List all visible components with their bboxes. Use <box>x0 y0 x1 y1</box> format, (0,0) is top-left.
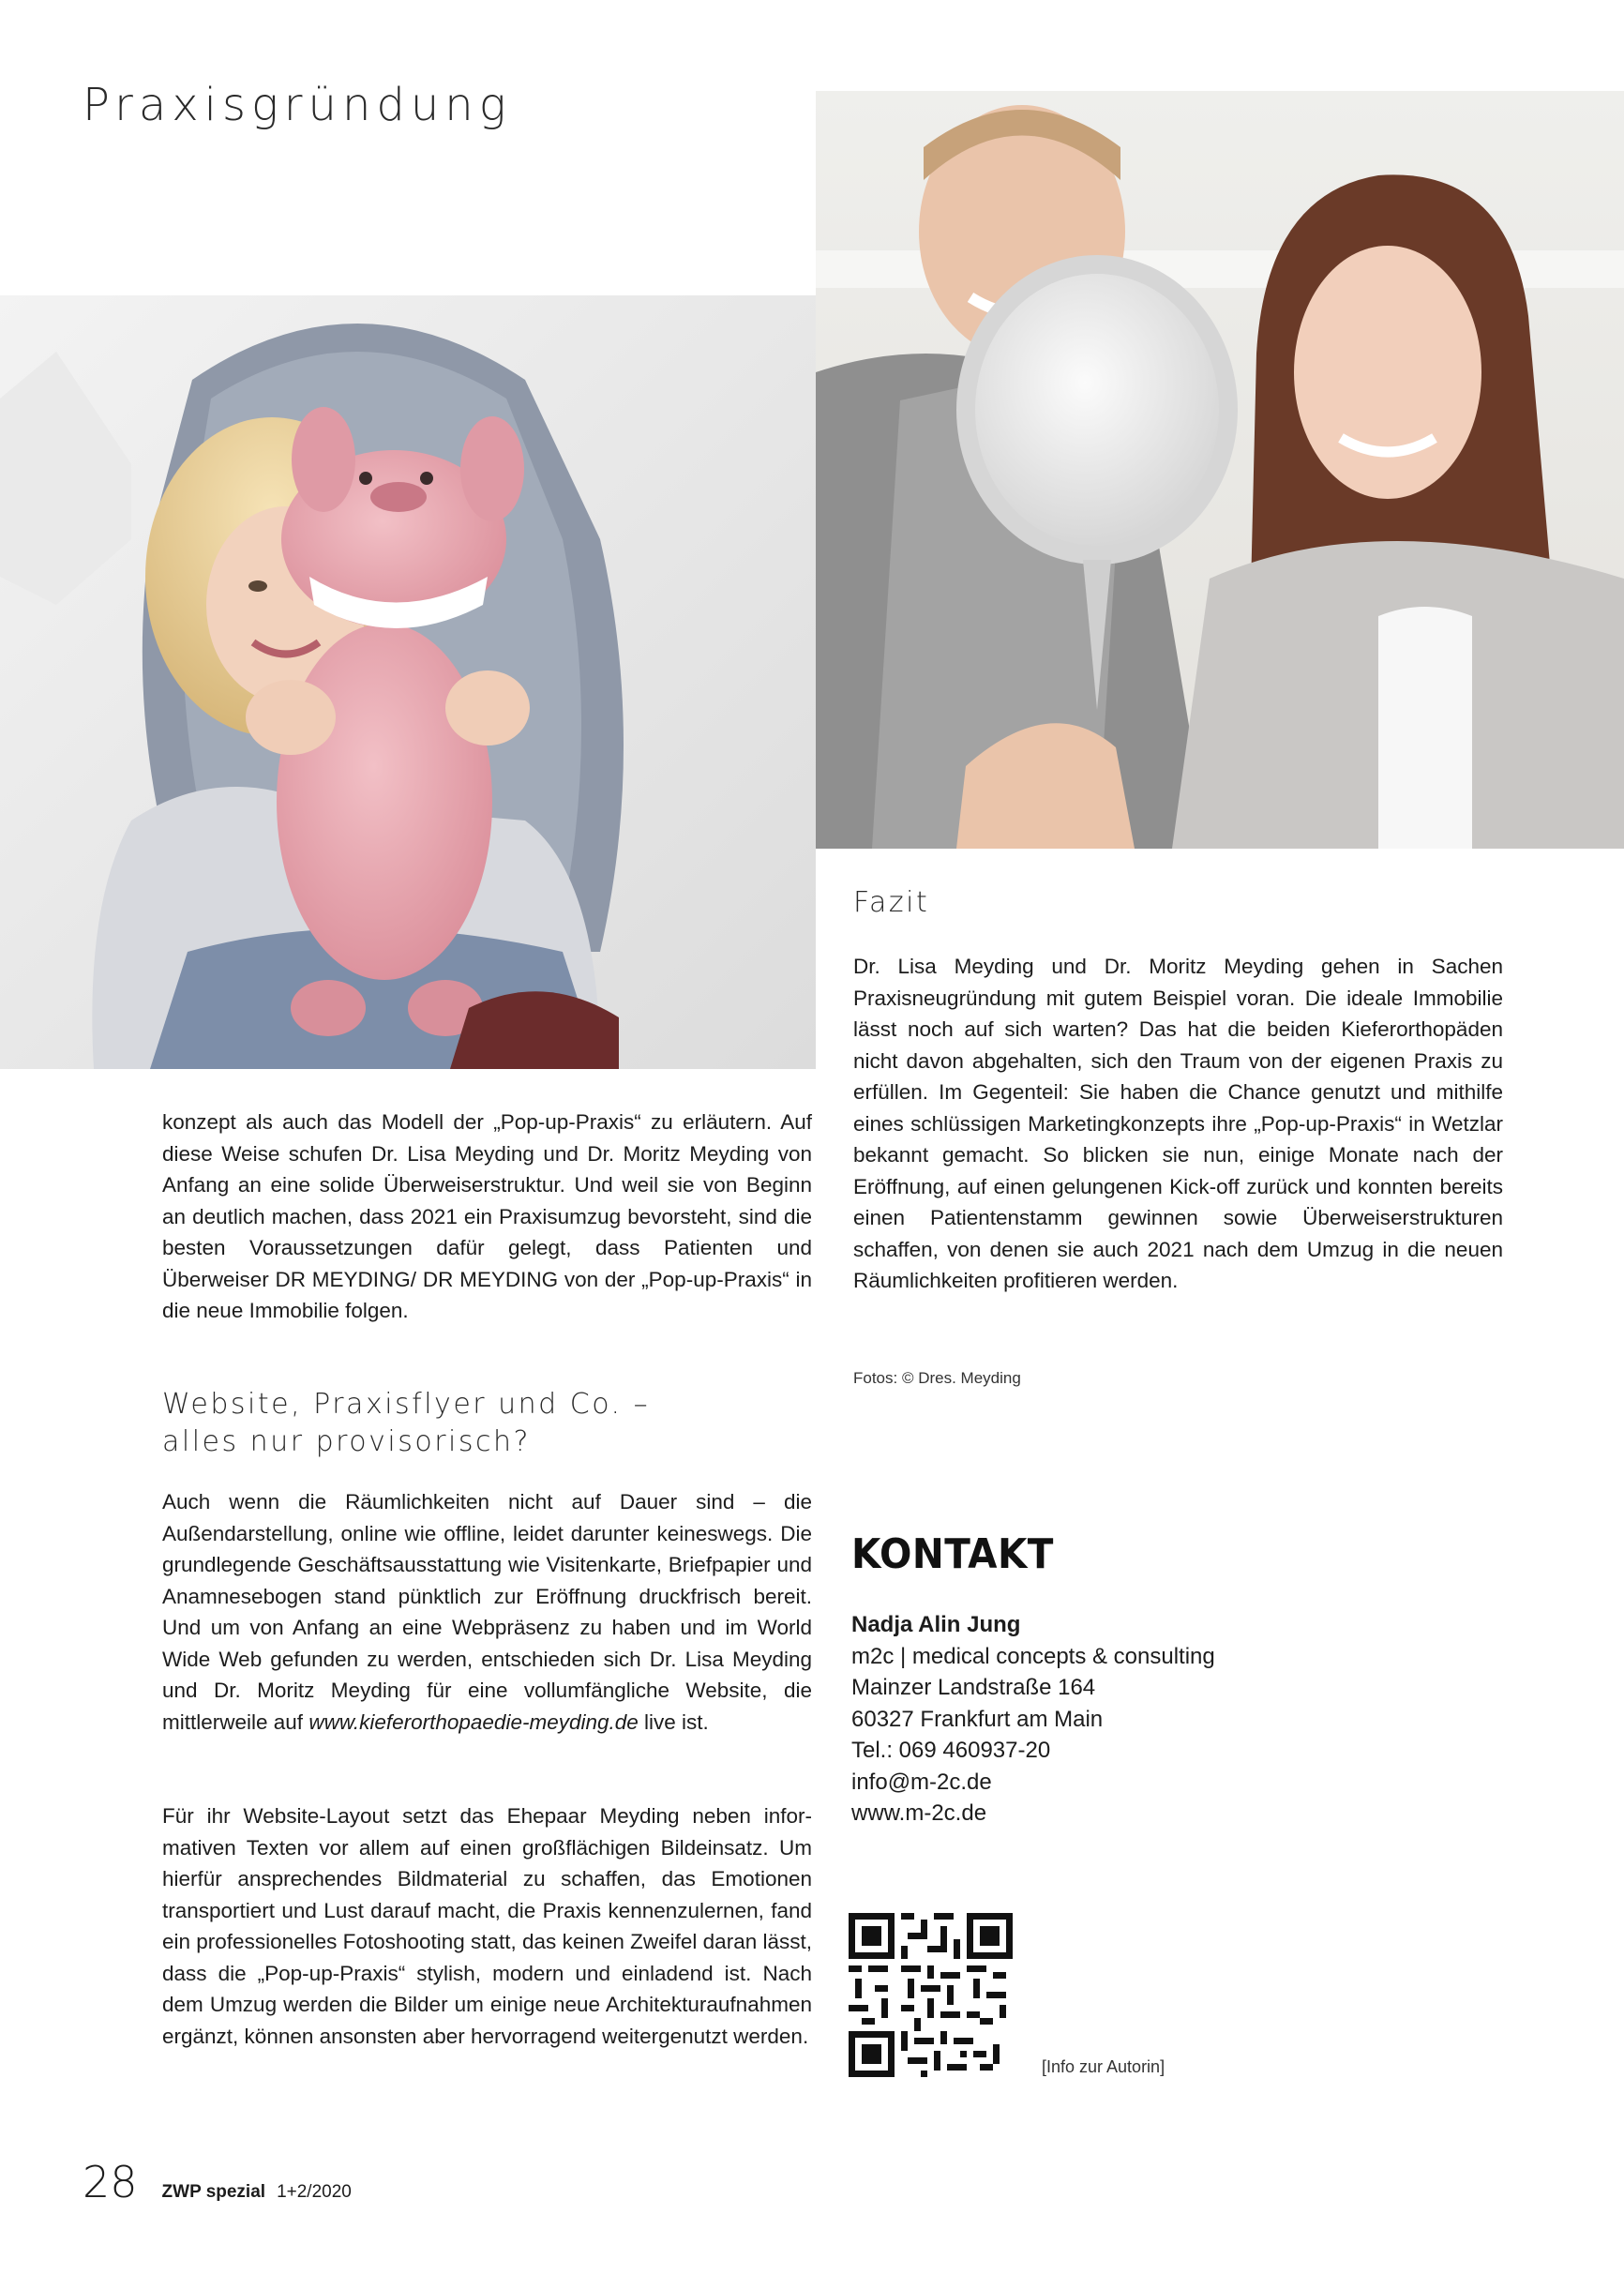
photo-credit: Fotos: © Dres. Meyding <box>853 1369 1021 1387</box>
qr-caption: [Info zur Autorin] <box>1042 2057 1165 2076</box>
page-footer <box>83 2157 352 2207</box>
fazit-heading: Fazit <box>853 886 930 919</box>
fazit-paragraph: Dr. Lisa Meyding und Dr. Moritz Meyding gehen in Sachen Praxisneugründung mit gutem Beispiel voran. Die ideale Immobilie lässt noch auf sich warten? Das hat die beiden Kieferorthopäden nicht davon abgehalten, sich den Traum von der eigenen Praxis zu erfüllen. Im Gegenteil: Sie haben die Chance genutzt und mithilfe eines schlüssigen Marketingkonzepts ihre „Pop-up-Praxis“ in Wetzlar bekannt gemacht. So blicken sie nun, einige Monate nach der Eröffnung, auf einen gelungenen Kick-off zurück und konnten bereits einen Patientenstamm gewinnen sowie Überweiserstrukturen schaffen, von denen sie auch 2021 nach dem Umzug in die neuen Räumlichkeiten profitieren werden. <box>853 955 1503 1292</box>
paragraph-website <box>162 1486 812 1738</box>
website-link[interactable]: www.kieferorthopaedie-meyding.de <box>308 1709 639 1734</box>
contact-name: Nadja Alin Jung <box>851 1612 1021 1637</box>
page-number: 28 <box>83 2157 138 2207</box>
contact-email[interactable]: info@m-2c.de <box>851 1769 992 1795</box>
contact-heading: KONTAKT <box>851 1530 1054 1578</box>
photo-child-with-toy <box>0 295 816 1069</box>
contact-company: m2c | medical concepts & consulting <box>851 1643 1215 1669</box>
contact-website[interactable]: www.m-2c.de <box>851 1800 987 1826</box>
contact-city: 60327 Frankfurt am Main <box>851 1706 1104 1732</box>
issue-number: 1+2/2020 <box>277 2182 352 2202</box>
paragraph-text: Auch wenn die Räumlichkeiten nicht auf Dauer sind – die Außendarstellung, online wie offline, leidet darunter keineswegs. Die grundlegende Geschäftsausstattung wie Visitenkarte, Briefpapier und Anamnesebogen stand pünktlich zur Eröffnung druckfrisch bereit. Und um von Anfang an eine Webpräsenz zu haben und im World Wide Web gefunden zu werden, entschieden sich Dr. Lisa Meyding und Dr. Moritz Meyding für eine vollumfängliche Website, die mittlerweile auf <box>162 1490 812 1734</box>
qr-code-icon[interactable] <box>849 1913 1013 2077</box>
contact-phone: Tel.: 069 460937-20 <box>851 1738 1051 1763</box>
photo-couple-with-mirror <box>816 91 1624 849</box>
subheading-line: Website, Praxisflyer und Co. – <box>162 1388 651 1421</box>
subheading-website <box>162 1386 812 1461</box>
page-title: Praxisgründung <box>83 79 512 131</box>
magazine-name: ZWP spezial <box>161 2182 266 2202</box>
subheading-line: alles nur provisorisch? <box>162 1425 531 1458</box>
intro-paragraph: konzept als auch das Modell der „Pop-up-Praxis“ zu erläutern. Auf diese Weise schufen Dr. Lisa Meyding und Dr. Moritz Meyding von Anfang an eine solide Überweiserstruktur. Und weil sie von Beginn an deutlich machen, dass 2021 ein Praxisumzug bevorsteht, sind die besten Voraussetzungen dafür gelegt, dass Patienten und Überweiser DR MEYDING/ DR MEYDING von der „Pop-up-Praxis“ in die neue Immobilie folgen. <box>162 1110 812 1322</box>
paragraph-text: live ist. <box>644 1709 709 1734</box>
contact-details <box>851 1609 1414 1830</box>
paragraph-photoshoot: Für ihr Website-Layout setzt das Ehepaar Meyding neben informativen Texten vor allem auf einen großflächigen Bildeinsatz. Um hierfür ansprechendes Bildmaterial zu schaffen, das Emotionen transportiert und Lust darauf macht, die Praxis kennenzulernen, fand ein professionelles Fotoshooting statt, das keinen Zweifel daran lässt, dass die „Pop-up-Praxis“ stylish, modern und einladend ist. Nach dem Umzug werden die Bilder um einige neue Architekturaufnahmen ergänzt, können ansonsten aber hervorragend weitergenutzt werden. <box>162 1804 812 2048</box>
contact-street: Mainzer Landstraße 164 <box>851 1675 1096 1700</box>
